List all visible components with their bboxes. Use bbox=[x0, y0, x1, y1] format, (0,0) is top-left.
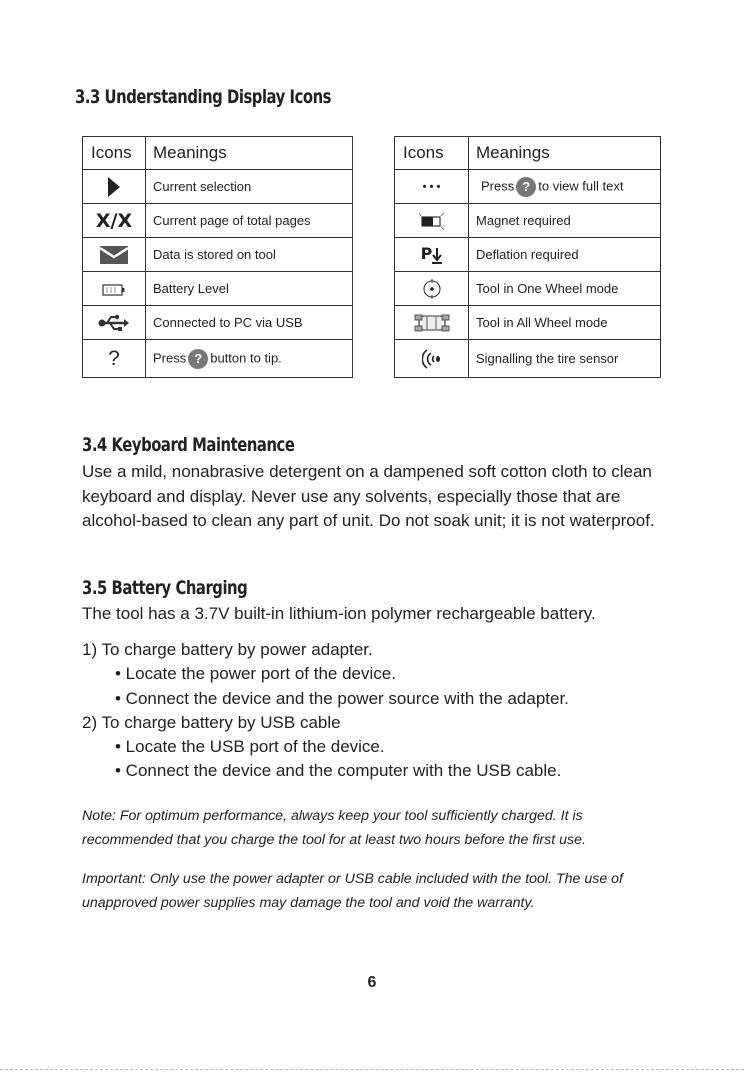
table-row bbox=[83, 238, 353, 272]
meaning-cell: Current page of total pages bbox=[146, 204, 353, 238]
keyboard-maintenance-paragraph: Use a mild, nonabrasive detergent on a dampened soft cotton cloth to clean keyboard and display. Never use any solvents, especially those that are alcohol-based to clean any part of unit. Do not soak unit; it is not waterproof. bbox=[82, 462, 655, 530]
usb-icon bbox=[98, 314, 130, 329]
table-row bbox=[83, 306, 353, 340]
help-key-icon: ? bbox=[516, 177, 536, 197]
list-item: • Connect the device and the computer with the USB cable. bbox=[115, 761, 562, 781]
list-item: • Locate the power port of the device. bbox=[115, 664, 396, 684]
battery-icon bbox=[102, 281, 126, 296]
meaning-text: button to tip. bbox=[210, 349, 282, 365]
pressure-letter: P bbox=[420, 244, 433, 264]
ellipsis-icon: • • • bbox=[395, 170, 469, 204]
column-header-icons: Icons bbox=[83, 137, 146, 170]
column-header-meanings: Meanings bbox=[469, 137, 661, 170]
important-paragraph: Important: Only use the power adapter or USB cable included with the tool. The use of unapproved power supplies may damage the tool and void the warranty. bbox=[82, 871, 624, 911]
battery-paragraph: The tool has a 3.7V built-in lithium-ion polymer rechargeable battery. bbox=[82, 604, 596, 623]
meaning-cell: Deflation required bbox=[469, 238, 661, 272]
meaning-cell: Tool in One Wheel mode bbox=[469, 272, 661, 306]
list-item: 1) To charge battery by power adapter. bbox=[82, 640, 373, 659]
one-wheel-icon bbox=[422, 280, 442, 295]
table-row bbox=[395, 238, 661, 272]
table-row bbox=[395, 306, 661, 340]
meaning-cell bbox=[146, 340, 353, 378]
meaning-cell: Data is stored on tool bbox=[146, 238, 353, 272]
table-row bbox=[395, 204, 661, 238]
list-item: • Connect the device and the power source with the adapter. bbox=[115, 688, 569, 708]
section-heading-battery-charging: 3.5 Battery Charging bbox=[82, 577, 248, 599]
table-row bbox=[83, 204, 353, 238]
list-item: • Locate the USB port of the device. bbox=[115, 737, 385, 757]
all-wheel-icon bbox=[414, 314, 450, 329]
meaning-cell bbox=[469, 170, 661, 204]
page-edge-divider bbox=[0, 1069, 744, 1070]
meaning-cell: Magnet required bbox=[469, 204, 661, 238]
charging-steps-list bbox=[82, 638, 682, 784]
table-row bbox=[83, 170, 353, 204]
icons-table-left bbox=[82, 136, 353, 378]
meaning-cell: Connected to PC via USB bbox=[146, 306, 353, 340]
meaning-cell: Tool in All Wheel mode bbox=[469, 306, 661, 340]
table-row bbox=[83, 272, 353, 306]
envelope-icon bbox=[99, 246, 129, 261]
table-row bbox=[83, 340, 353, 378]
signal-icon bbox=[422, 350, 442, 365]
meaning-cell: Current selection bbox=[146, 170, 353, 204]
meaning-text: Press bbox=[153, 349, 187, 365]
question-icon: ? bbox=[83, 340, 146, 378]
column-header-meanings: Meanings bbox=[146, 137, 353, 170]
meaning-text: to view full text bbox=[538, 177, 624, 193]
meaning-text: Press bbox=[481, 177, 515, 193]
meaning-cell: Signalling the tire sensor bbox=[469, 340, 661, 378]
arrow-right-icon bbox=[107, 178, 121, 193]
list-item: 2) To charge battery by USB cable bbox=[82, 712, 341, 732]
meaning-cell: Battery Level bbox=[146, 272, 353, 306]
column-header-icons: Icons bbox=[395, 137, 469, 170]
magnet-icon bbox=[419, 212, 445, 227]
icons-table-right bbox=[394, 136, 661, 378]
section-heading-display-icons: 3.3 Understanding Display Icons bbox=[75, 86, 332, 108]
page-count-icon: X/X bbox=[83, 204, 146, 238]
table-row bbox=[395, 340, 661, 378]
page-number: 6 bbox=[367, 974, 377, 991]
section-heading-keyboard-maintenance: 3.4 Keyboard Maintenance bbox=[82, 434, 295, 456]
table-row bbox=[395, 170, 661, 204]
note-paragraph: Note: For optimum performance, always keep your tool sufficiently charged. It is recommended that you charge the tool for at least two hours before the first use. bbox=[82, 808, 586, 848]
help-key-icon: ? bbox=[188, 349, 208, 369]
deflation-icon bbox=[420, 244, 443, 264]
table-row bbox=[395, 272, 661, 306]
